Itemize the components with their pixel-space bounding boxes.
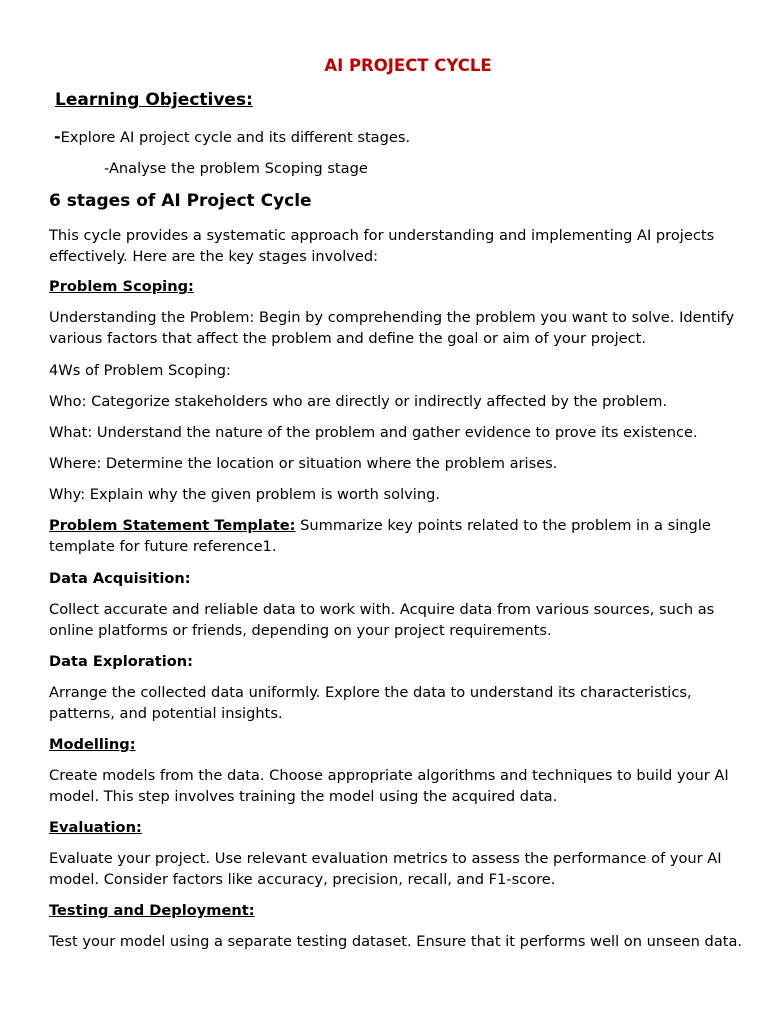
evaluation-paragraph: Evaluate your project. Use relevant evaluation metrics to assess the performance of your AI model. Consider factors like accuracy, precision, recall, and F1-score. — [49, 850, 722, 888]
data-acquisition-heading: Data Acquisition: — [49, 570, 191, 587]
problem-scoping-heading: Problem Scoping: — [49, 278, 194, 295]
where-paragraph: Where: Determine the location or situation where the problem arises. — [49, 455, 558, 472]
objective-item: -Analyse the problem Scoping stage — [104, 160, 368, 177]
stages-heading: 6 stages of AI Project Cycle — [49, 191, 312, 211]
objective-bullet: - — [54, 127, 61, 146]
evaluation-heading: Evaluation: — [49, 819, 142, 836]
who-paragraph: Who: Categorize stakeholders who are directly or indirectly affected by the problem. — [49, 393, 668, 410]
understanding-paragraph: Understanding the Problem: Begin by comprehending the problem you want to solve. Identify various factors that affect the problem and define the goal or aim of your project. — [49, 309, 735, 347]
problem-statement-heading: Problem Statement Template: — [49, 517, 296, 534]
testing-paragraph: Test your model using a separate testing dataset. Ensure that it performs well on unseen data. — [49, 933, 743, 950]
what-paragraph: What: Understand the nature of the problem and gather evidence to prove its existence. — [49, 424, 698, 441]
data-acquisition-paragraph: Collect accurate and reliable data to work with. Acquire data from various sources, such as online platforms or friends, depending on your project requirements. — [49, 601, 715, 639]
intro-paragraph: This cycle provides a systematic approach for understanding and implementing AI projects effectively. Here are the key stages involved: — [49, 227, 715, 265]
why-paragraph: Why: Explain why the given problem is worth solving. — [49, 486, 440, 503]
data-exploration-heading: Data Exploration: — [49, 653, 193, 670]
modelling-heading: Modelling: — [49, 736, 136, 753]
learning-objectives-heading: Learning Objectives: — [55, 90, 253, 110]
fourws-heading: 4Ws of Problem Scoping: — [49, 362, 231, 379]
problem-statement-paragraph: Problem Statement Template: Summarize key points related to the problem in a single template for future reference1. — [49, 517, 711, 555]
modelling-paragraph: Create models from the data. Choose appropriate algorithms and techniques to build your AI model. This step involves training the model using the acquired data. — [49, 767, 729, 805]
testing-heading: Testing and Deployment: — [49, 902, 255, 919]
objective-item: -Explore AI project cycle and its different stages. — [54, 127, 411, 146]
data-exploration-paragraph: Arrange the collected data uniformly. Explore the data to understand its characteristics, patterns, and potential insights. — [49, 684, 692, 722]
document-title: AI PROJECT CYCLE — [324, 56, 492, 75]
